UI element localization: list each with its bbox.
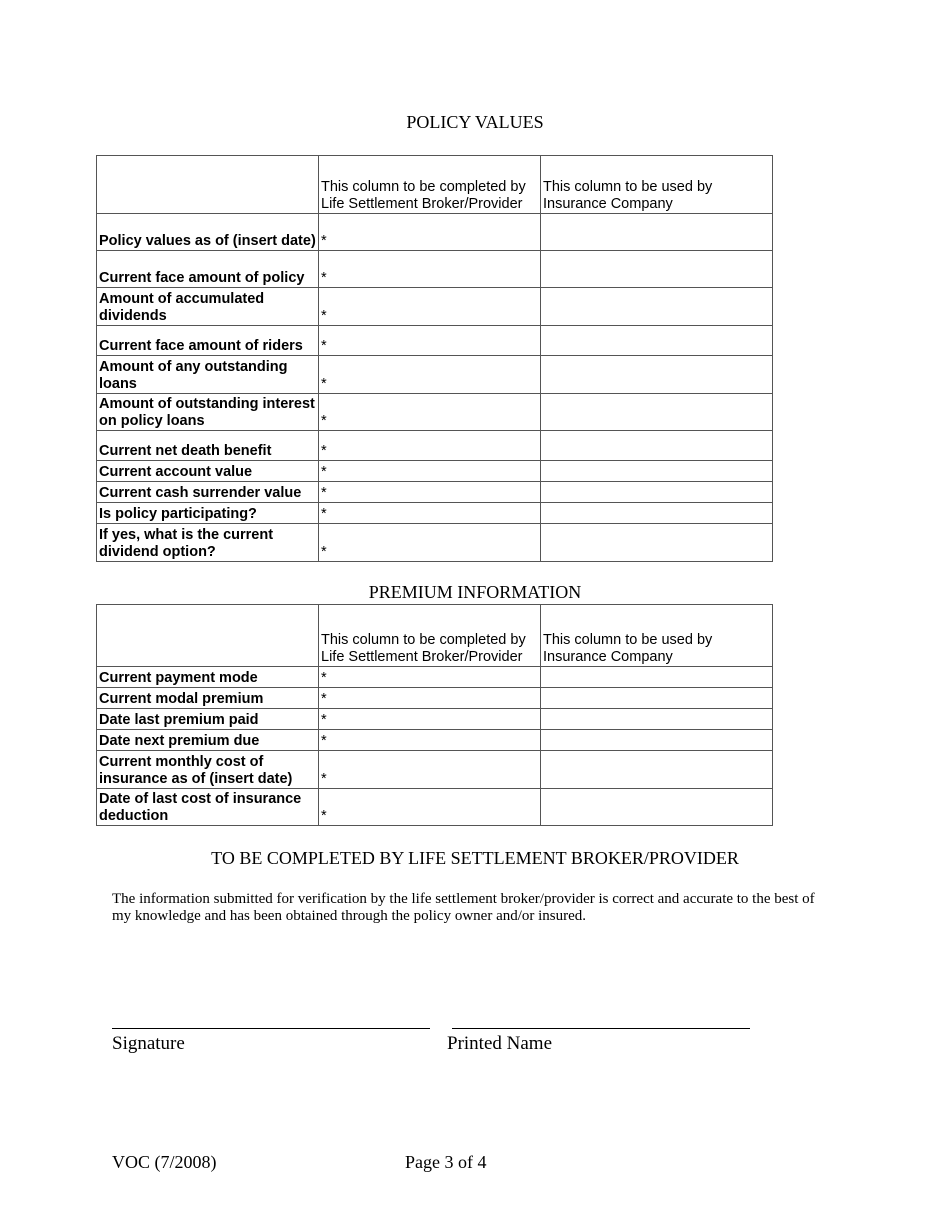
insurer-field[interactable] <box>541 431 773 461</box>
row-label: Current modal premium <box>97 688 319 709</box>
insurer-field[interactable] <box>541 394 773 431</box>
insurer-field[interactable] <box>541 667 773 688</box>
broker-field[interactable]: * <box>319 503 541 524</box>
table-row <box>97 356 773 394</box>
table-row <box>97 214 773 251</box>
table-row <box>97 503 773 524</box>
row-label: Current face amount of policy <box>97 251 319 288</box>
insurer-field[interactable] <box>541 789 773 826</box>
row-label: Date last premium paid <box>97 709 319 730</box>
premium-information-table <box>96 604 773 826</box>
insurer-field[interactable] <box>541 751 773 789</box>
certification-title: TO BE COMPLETED BY LIFE SETTLEMENT BROKER/PROVIDER <box>211 848 739 868</box>
broker-field[interactable]: * <box>319 394 541 431</box>
row-label: Amount of accumulated dividends <box>97 288 319 326</box>
table-row <box>97 688 773 709</box>
table-row <box>97 751 773 789</box>
table-row <box>97 789 773 826</box>
table-row <box>97 482 773 503</box>
insurer-field[interactable] <box>541 214 773 251</box>
table-row <box>97 667 773 688</box>
table-row <box>97 709 773 730</box>
broker-field[interactable]: * <box>319 709 541 730</box>
form-id: VOC (7/2008) <box>112 1152 217 1172</box>
broker-field[interactable]: * <box>319 751 541 789</box>
row-label: Date of last cost of insurance deduction <box>97 789 319 826</box>
broker-field[interactable]: * <box>319 251 541 288</box>
insurer-field[interactable] <box>541 709 773 730</box>
row-label: Amount of any outstanding loans <box>97 356 319 394</box>
table-row <box>97 394 773 431</box>
table-row <box>97 251 773 288</box>
row-label: Current monthly cost of insurance as of (insert date) <box>97 751 319 789</box>
broker-field[interactable]: * <box>319 461 541 482</box>
broker-field[interactable]: * <box>319 356 541 394</box>
broker-field[interactable]: * <box>319 288 541 326</box>
table-row <box>97 431 773 461</box>
table-row <box>97 326 773 356</box>
broker-field[interactable]: * <box>319 214 541 251</box>
row-label: Current net death benefit <box>97 431 319 461</box>
table-row <box>97 730 773 751</box>
signature-line[interactable] <box>112 1028 430 1029</box>
printed-name-line[interactable] <box>452 1028 750 1029</box>
table-header-row <box>97 156 773 214</box>
page-number: Page 3 of 4 <box>405 1152 487 1172</box>
header-cell-label <box>97 605 319 667</box>
certification-statement: The information submitted for verification by the life settlement broker/provider is correct and accurate to the best of my knowledge and has been obtained through the policy owner and/or insured. <box>112 891 815 924</box>
premium-information-title: PREMIUM INFORMATION <box>368 582 582 602</box>
broker-field[interactable]: * <box>319 524 541 562</box>
table-row <box>97 461 773 482</box>
insurer-field[interactable] <box>541 356 773 394</box>
row-label: Current account value <box>97 461 319 482</box>
row-label: Current payment mode <box>97 667 319 688</box>
broker-field[interactable]: * <box>319 482 541 503</box>
row-label: Date next premium due <box>97 730 319 751</box>
table-header-row <box>97 605 773 667</box>
row-label: Is policy participating? <box>97 503 319 524</box>
broker-field[interactable]: * <box>319 667 541 688</box>
broker-field[interactable]: * <box>319 730 541 751</box>
insurer-field[interactable] <box>541 326 773 356</box>
row-label: Current face amount of riders <box>97 326 319 356</box>
insurer-field[interactable] <box>541 461 773 482</box>
insurer-field[interactable] <box>541 730 773 751</box>
row-label: If yes, what is the current dividend option? <box>97 524 319 562</box>
broker-field[interactable]: * <box>319 789 541 826</box>
header-cell-label <box>97 156 319 214</box>
insurer-field[interactable] <box>541 288 773 326</box>
broker-field[interactable]: * <box>319 326 541 356</box>
broker-field[interactable]: * <box>319 431 541 461</box>
row-label: Current cash surrender value <box>97 482 319 503</box>
insurer-field[interactable] <box>541 503 773 524</box>
header-cell-insurer: This column to be used by Insurance Company <box>541 605 773 667</box>
row-label: Policy values as of (insert date) <box>97 214 319 251</box>
insurer-field[interactable] <box>541 524 773 562</box>
insurer-field[interactable] <box>541 688 773 709</box>
policy-values-title: POLICY VALUES <box>406 112 544 132</box>
policy-values-table <box>96 155 773 562</box>
broker-field[interactable]: * <box>319 688 541 709</box>
insurer-field[interactable] <box>541 251 773 288</box>
signature-label: Signature <box>112 1033 185 1054</box>
header-cell-broker: This column to be completed by Life Settlement Broker/Provider <box>319 156 541 214</box>
insurer-field[interactable] <box>541 482 773 503</box>
printed-name-label: Printed Name <box>447 1033 553 1054</box>
header-cell-broker: This column to be completed by Life Settlement Broker/Provider <box>319 605 541 667</box>
header-cell-insurer: This column to be used by Insurance Company <box>541 156 773 214</box>
table-row <box>97 288 773 326</box>
row-label: Amount of outstanding interest on policy loans <box>97 394 319 431</box>
table-row <box>97 524 773 562</box>
